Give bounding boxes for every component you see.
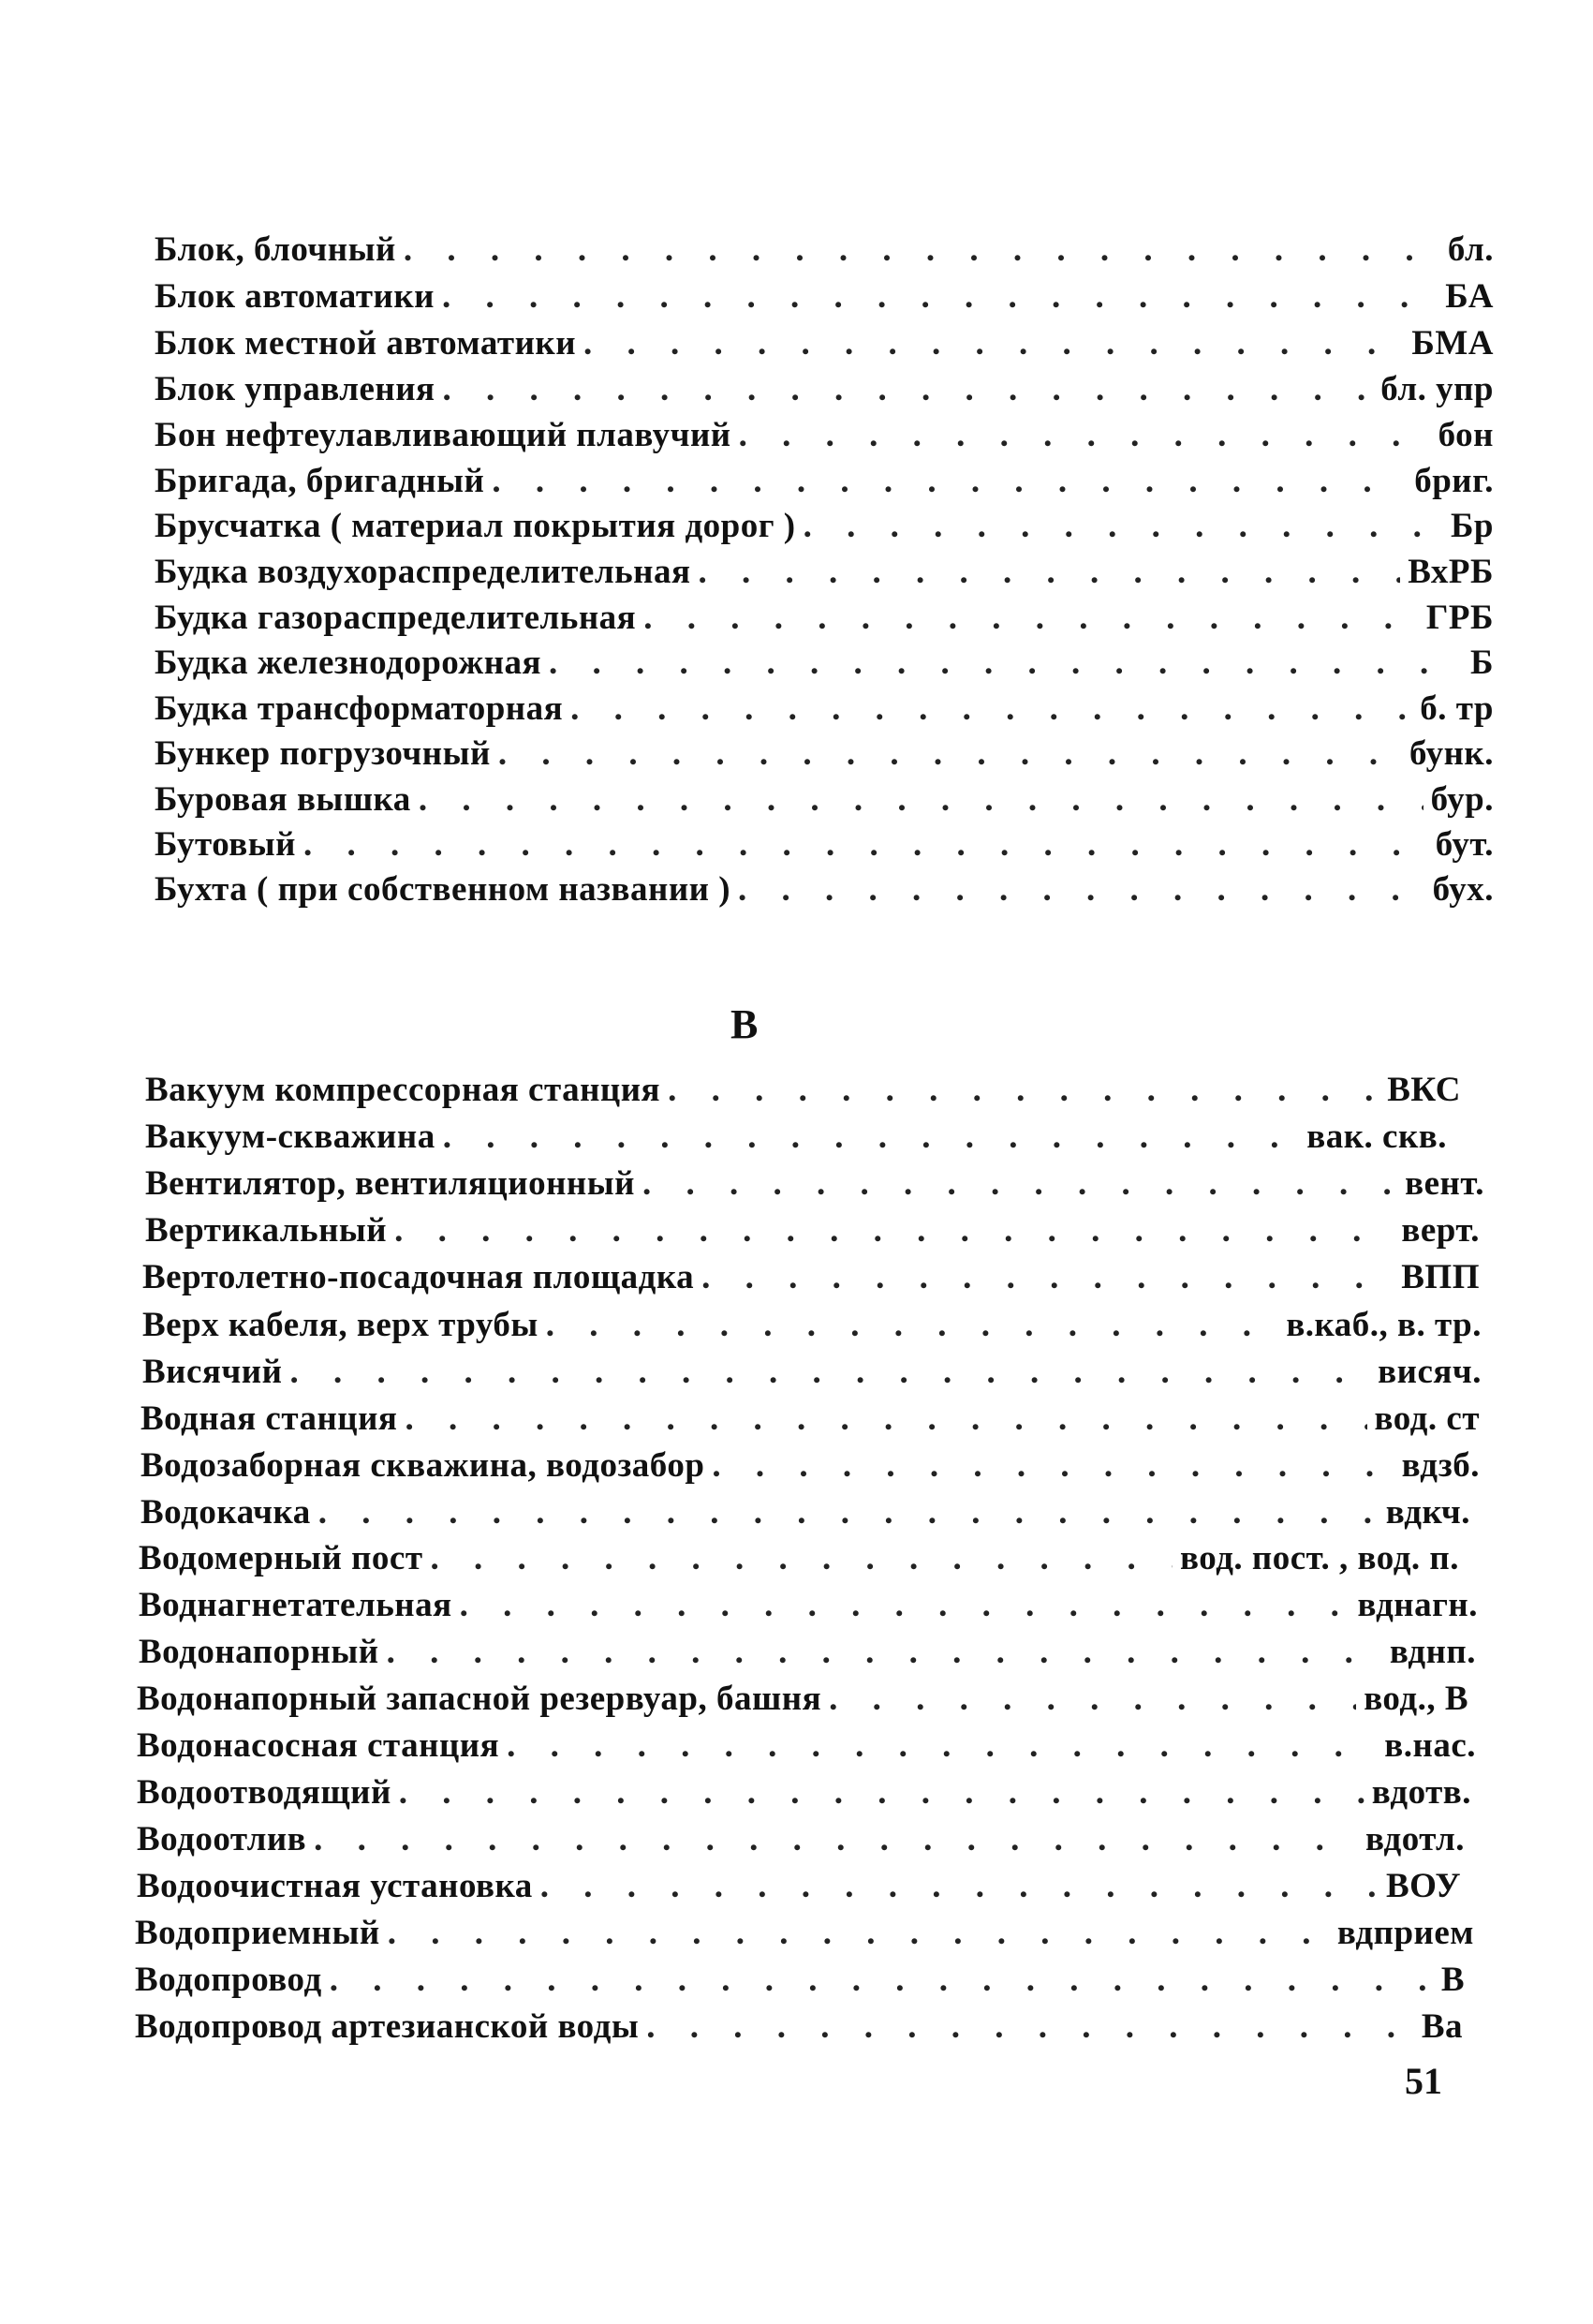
entry-term: Будка железнодорожная	[155, 644, 542, 682]
leader-dots	[549, 645, 1463, 680]
leader-dots	[498, 736, 1402, 771]
list-item	[155, 827, 1494, 862]
list-item	[142, 1308, 1482, 1342]
leader-dots	[442, 279, 1438, 314]
section-heading: В	[730, 1001, 759, 1047]
leader-dots	[701, 1260, 1394, 1295]
entry-abbreviation: Б	[1470, 644, 1494, 682]
entry-term: Водоприемный	[135, 1914, 380, 1952]
leader-dots	[394, 1213, 1394, 1248]
leader-dots	[492, 464, 1407, 498]
entry-abbreviation: бл.	[1447, 230, 1494, 269]
entry-term: Висячий	[142, 1353, 283, 1391]
entry-abbreviation: вдприем	[1336, 1914, 1474, 1952]
leader-dots	[443, 372, 1374, 407]
entry-abbreviation: вднп.	[1389, 1633, 1476, 1671]
list-item	[155, 600, 1494, 635]
list-item	[137, 1728, 1476, 1763]
list-item	[145, 1166, 1484, 1201]
entry-abbreviation: Бр	[1450, 507, 1494, 545]
entry-term: Водокачка	[140, 1493, 311, 1532]
entry-term: Блок управления	[155, 370, 435, 408]
list-item	[135, 2009, 1463, 2044]
list-item	[155, 645, 1494, 680]
list-item	[155, 326, 1494, 361]
entry-term: Будка газораспределительная	[155, 599, 637, 637]
leader-dots	[583, 326, 1404, 361]
leader-dots	[643, 600, 1419, 635]
leader-dots	[405, 1401, 1366, 1436]
list-item	[139, 1541, 1459, 1576]
entry-abbreviation: вднагн.	[1357, 1586, 1478, 1624]
entry-abbreviation: вент.	[1405, 1164, 1484, 1203]
entry-abbreviation: бон	[1438, 416, 1494, 454]
entry-term: Водонапорный запасной резервуар, башня	[137, 1680, 822, 1718]
entry-term: Блок автоматики	[155, 277, 435, 316]
leader-dots	[388, 1916, 1330, 1950]
list-item	[145, 1073, 1461, 1107]
list-item	[155, 872, 1494, 907]
entry-abbreviation: БА	[1445, 277, 1494, 316]
entry-abbreviation: бриг.	[1414, 462, 1494, 500]
list-item	[155, 232, 1494, 267]
leader-dots	[698, 555, 1400, 589]
page-number: 51	[1405, 2060, 1442, 2102]
leader-dots	[507, 1728, 1377, 1763]
list-item	[140, 1401, 1480, 1436]
list-item	[155, 555, 1494, 589]
leader-dots	[404, 232, 1440, 267]
leader-dots	[443, 1119, 1300, 1154]
entry-abbreviation: вдкч.	[1385, 1493, 1470, 1532]
entry-term: Водоотлив	[137, 1820, 307, 1858]
entry-abbreviation: вод., В	[1364, 1680, 1468, 1718]
list-item	[139, 1588, 1478, 1622]
list-item	[140, 1495, 1470, 1530]
list-item	[155, 509, 1494, 543]
entry-term: Водная станция	[140, 1399, 398, 1438]
leader-dots	[646, 2009, 1414, 2044]
entry-abbreviation: вод. пост. , вод. п.	[1180, 1539, 1459, 1577]
list-item	[145, 1213, 1480, 1248]
leader-dots	[738, 872, 1425, 907]
entry-term: Верх кабеля, верх трубы	[142, 1306, 538, 1344]
entry-term: Блок, блочный	[155, 230, 396, 269]
leader-dots	[546, 1308, 1279, 1342]
list-item	[139, 1635, 1476, 1669]
leader-dots	[540, 1869, 1379, 1903]
entry-term: Бутовый	[155, 825, 296, 864]
entry-term: Брусчатка ( материал покрытия дорог )	[155, 507, 796, 545]
leader-dots	[570, 691, 1412, 726]
entry-term: Будка воздухораспределительная	[155, 553, 691, 591]
list-item	[155, 372, 1494, 407]
entry-abbreviation: бунк.	[1409, 734, 1494, 773]
list-item	[155, 691, 1494, 726]
entry-term: Водомерный пост	[139, 1539, 423, 1577]
entry-abbreviation: вод. ст	[1374, 1399, 1480, 1438]
entry-term: Водопровод	[135, 1961, 322, 1999]
entry-term: Вертикальный	[145, 1211, 388, 1250]
leader-dots	[318, 1495, 1379, 1530]
entry-abbreviation: ВхРБ	[1408, 553, 1494, 591]
list-item	[145, 1119, 1447, 1154]
entry-term: Водонасосная станция	[137, 1726, 500, 1765]
entry-term: Блок местной автоматики	[155, 324, 577, 363]
entry-term: Вертолетно-посадочная площадка	[142, 1258, 695, 1296]
entry-abbreviation: верт.	[1401, 1211, 1480, 1250]
entry-term: Буровая вышка	[155, 780, 411, 819]
leader-dots	[314, 1822, 1358, 1857]
entry-term: Водоотводящий	[137, 1773, 391, 1812]
leader-dots	[303, 827, 1428, 862]
entry-term: Водоочистная установка	[137, 1867, 533, 1905]
entry-abbreviation: ВПП	[1401, 1258, 1480, 1296]
entry-abbreviation: ВОУ	[1385, 1867, 1461, 1905]
leader-dots	[399, 1775, 1364, 1810]
leader-dots	[431, 1541, 1173, 1576]
list-item	[155, 464, 1494, 498]
entry-term: Воднагнетательная	[139, 1586, 452, 1624]
leader-dots	[419, 782, 1423, 817]
entry-term: Бон нефтеулавливающий плавучий	[155, 416, 731, 454]
leader-dots	[289, 1354, 1370, 1389]
list-item	[137, 1681, 1468, 1716]
leader-dots	[460, 1588, 1350, 1622]
entry-abbreviation: бур.	[1430, 780, 1494, 819]
leader-dots	[739, 418, 1431, 452]
entry-abbreviation: вдотв.	[1371, 1773, 1471, 1812]
entry-term: Бункер погрузочный	[155, 734, 491, 773]
entry-abbreviation: вдзб.	[1401, 1446, 1480, 1485]
leader-dots	[712, 1448, 1394, 1483]
list-item	[135, 1962, 1465, 1997]
entry-term: Бригада, бригадный	[155, 462, 485, 500]
entry-abbreviation: В	[1440, 1961, 1465, 1999]
list-item	[137, 1822, 1465, 1857]
entry-term: Вакуум-скважина	[145, 1118, 435, 1156]
list-item	[135, 1916, 1474, 1950]
entry-term: Вентилятор, вентиляционный	[145, 1164, 635, 1203]
entry-abbreviation: бл. упр	[1380, 370, 1494, 408]
list-item	[155, 736, 1494, 771]
list-item	[140, 1448, 1480, 1483]
entry-term: Водонапорный	[139, 1633, 379, 1671]
entry-abbreviation: Ва	[1421, 2007, 1463, 2046]
leader-dots	[642, 1166, 1397, 1201]
leader-dots	[387, 1635, 1382, 1669]
list-item	[142, 1354, 1482, 1389]
entry-abbreviation: ВКС	[1387, 1071, 1461, 1109]
entry-abbreviation: бух.	[1432, 870, 1494, 909]
entry-term: Водозаборная скважина, водозабор	[140, 1446, 705, 1485]
entry-term: Вакуум компрессорная станция	[145, 1071, 661, 1109]
entry-abbreviation: в.нас.	[1384, 1726, 1476, 1765]
entry-term: Бухта ( при собственном названии )	[155, 870, 731, 909]
entry-abbreviation: висяч.	[1378, 1353, 1482, 1391]
entry-term: Будка трансформаторная	[155, 689, 564, 728]
entry-abbreviation: в.каб., в. тр.	[1286, 1306, 1482, 1344]
entry-abbreviation: вдотл.	[1364, 1820, 1465, 1858]
list-item	[155, 418, 1494, 452]
entry-abbreviation: бут.	[1435, 825, 1494, 864]
entry-abbreviation: БМА	[1411, 324, 1494, 363]
list-item	[137, 1775, 1471, 1810]
entry-term: Водопровод артезианской воды	[135, 2007, 640, 2046]
entry-abbreviation: вак. скв.	[1306, 1118, 1447, 1156]
leader-dots	[804, 509, 1443, 543]
list-item	[142, 1260, 1480, 1295]
entry-abbreviation: ГРБ	[1425, 599, 1494, 637]
list-item	[155, 782, 1494, 817]
list-item	[155, 279, 1494, 314]
leader-dots	[668, 1073, 1379, 1107]
leader-dots	[330, 1962, 1434, 1997]
list-item	[137, 1869, 1461, 1903]
entry-abbreviation: б. тр	[1420, 689, 1494, 728]
leader-dots	[829, 1681, 1356, 1716]
